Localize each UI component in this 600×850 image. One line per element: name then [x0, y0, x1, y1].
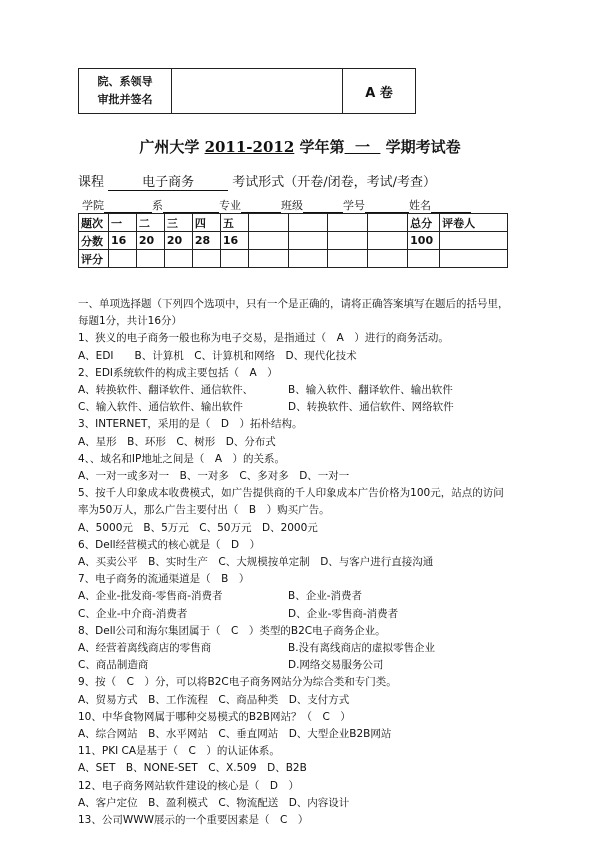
answer-option: D.网络交易服务公司 [288, 659, 384, 672]
score-cell: 四 [192, 214, 220, 232]
option-row [78, 606, 548, 623]
score-cell [440, 232, 508, 250]
score-cell [248, 214, 288, 232]
score-cell: 20 [136, 232, 164, 250]
major-field[interactable] [241, 200, 281, 213]
score-cell: 评分 [79, 250, 109, 268]
option-row [78, 588, 548, 605]
score-cell[interactable] [164, 250, 192, 268]
score-cell: 五 [220, 214, 248, 232]
questions-section [78, 296, 548, 829]
score-cell [288, 232, 328, 250]
approval-label-line1: 院、系领导 [97, 75, 153, 88]
score-cell [328, 232, 368, 250]
score-cell: 20 [164, 232, 192, 250]
signature-field[interactable] [172, 69, 343, 114]
score-cell[interactable] [136, 250, 164, 268]
question-stem: 11、PKI CA是基于（ C ）的认证体系。 [78, 745, 280, 758]
class-label: 班级 [281, 199, 303, 212]
title-term: 一 [344, 138, 381, 156]
title-middle: 学年第 [294, 138, 345, 156]
course-name: 电子商务 [108, 171, 228, 191]
major-label: 专业 [219, 199, 241, 212]
dept-field[interactable] [163, 200, 219, 213]
score-cell [368, 232, 408, 250]
dept-label: 系 [152, 199, 163, 212]
score-cell[interactable] [288, 250, 328, 268]
option-row: A、一对一或多对一 B、一对多 C、多对多 D、一对一 [78, 470, 350, 483]
student-id-field[interactable] [365, 200, 409, 213]
score-cell: 100 [408, 232, 440, 250]
course-label: 课程 [78, 175, 105, 190]
name-field[interactable] [431, 200, 471, 213]
option-row: A、买卖公平 B、实时生产 C、大规模按单定制 D、与客户进行直接沟通 [78, 556, 434, 569]
section-header-line1: 一、单项选择题（下列四个选项中，只有一个是正确的，请将正确答案填写在题后的括号里， [78, 298, 509, 310]
score-cell: 评卷人 [440, 214, 508, 232]
score-table-row [79, 250, 508, 268]
option-row: A、EDI B、计算机 C、计算机和网络 D、现代化技术 [78, 349, 357, 362]
answer-option: A、企业-批发商-零售商-消费者 [78, 590, 223, 603]
course-line [78, 171, 436, 191]
score-cell[interactable] [328, 250, 368, 268]
approval-signature-box [78, 68, 416, 114]
question-stem: 10、中华食物网属于哪种交易模式的B2B网站？（ C ） [78, 710, 351, 723]
section-header-line2: 每题1分，共计16分） [78, 315, 183, 328]
question-stem: 3、INTERNET，采用的是（ D ）拓朴结构。 [78, 418, 303, 431]
score-cell [328, 214, 368, 232]
exam-form: 考试形式（开卷/闭卷，考试/考查） [232, 175, 437, 190]
question-stem: 8、Dell公司和海尔集团属于（ C ）类型的B2C电子商务企业。 [78, 624, 386, 637]
option-row: A、5000元 B、5万元 C、50万元 D、2000元 [78, 521, 318, 534]
option-row [78, 657, 548, 674]
score-cell: 16 [220, 232, 248, 250]
score-cell: 分数 [79, 232, 109, 250]
option-row: A、星形 B、环形 C、树形 D、分布式 [78, 435, 276, 448]
answer-option: D、企业-零售商-消费者 [288, 607, 399, 620]
answer-option: D、转换软件、通信软件、网络软件 [288, 401, 454, 414]
question-stem: 12、电子商务网站软件建设的核心是（ D ） [78, 779, 299, 792]
option-row [78, 382, 548, 399]
student-id-label: 学号 [343, 199, 365, 212]
answer-option: A、转换软件、翻译软件、通信软件、 [78, 384, 254, 397]
option-row [78, 399, 548, 416]
answer-option: C、商品制造商 [78, 659, 149, 672]
score-cell: 28 [192, 232, 220, 250]
question-stem: 9、按（ C ）分，可以将B2C电子商务网站分为综合类和专门类。 [78, 676, 397, 689]
answer-option: A、经营着离线商店的零售商 [78, 642, 212, 655]
question-stem: 7、电子商务的流通渠道是（ B ） [78, 573, 250, 586]
answer-option: B.没有离线商店的虚拟零售企业 [288, 642, 436, 655]
option-row: A、SET B、NONE-SET C、X.509 D、B2B [78, 762, 307, 775]
score-cell: 16 [108, 232, 136, 250]
score-cell: 题次 [79, 214, 109, 232]
exam-title [0, 136, 600, 157]
answer-option: B、企业-消费者 [288, 590, 362, 603]
answer-option: B、输入软件、翻译软件、输出软件 [288, 384, 453, 397]
approval-label [79, 69, 172, 114]
score-cell[interactable] [220, 250, 248, 268]
score-cell [248, 232, 288, 250]
score-cell[interactable] [248, 250, 288, 268]
question-stem: 2、EDI系统软件的构成主要包括（ A ） [78, 366, 278, 379]
college-label: 学院 [82, 199, 104, 212]
score-cell [368, 214, 408, 232]
title-suffix: 学期考试卷 [380, 138, 461, 156]
question-stem: 5、按千人印象成本收费模式，如广告提供商的千人印象成本广告价格为100元，站点的访问 [78, 487, 504, 500]
question-stem: 6、Dell经营模式的核心就是（ D ） [78, 538, 261, 551]
title-years: 2011-2012 [204, 138, 295, 156]
score-cell: 一 [108, 214, 136, 232]
score-cell: 三 [164, 214, 192, 232]
score-table-row [79, 232, 508, 250]
answer-option: C、企业-中介商-消费者 [78, 607, 188, 620]
question-stem: 1、狭义的电子商务一般也称为电子交易，是指通过（ A ）进行的商务活动。 [78, 332, 449, 345]
question-stem: 4、、域名和IP地址之间是（ A ）的关系。 [78, 452, 286, 465]
name-label: 姓名 [409, 199, 431, 212]
score-table [78, 213, 508, 268]
answer-option: C、输入软件、通信软件、输出软件 [78, 401, 243, 414]
score-cell: 总分 [408, 214, 440, 232]
score-table-body [79, 214, 508, 268]
score-cell[interactable] [192, 250, 220, 268]
title-prefix: 广州大学 [139, 138, 205, 156]
option-row: A、贸易方式 B、工作流程 C、商品种类 D、支付方式 [78, 693, 350, 706]
student-info-line [82, 197, 471, 213]
option-row: A、客户定位 B、盈利模式 C、物流配送 D、内容设计 [78, 796, 350, 809]
score-cell: 二 [136, 214, 164, 232]
score-cell[interactable] [440, 250, 508, 268]
college-field[interactable] [104, 200, 152, 213]
score-cell[interactable] [368, 250, 408, 268]
question-stem-continued: 率为50万人，那么广告主要付出（ B ）购买广告。 [78, 504, 330, 517]
question-stem: 13、公司WWW展示的一个重要因素是（ C ） [78, 814, 309, 827]
approval-label-line2: 审批并签名 [97, 93, 153, 106]
score-table-row [79, 214, 508, 232]
option-row [78, 640, 548, 657]
class-field[interactable] [303, 200, 343, 213]
option-row: A、综合网站 B、水平网站 C、垂直网站 D、大型企业B2B网站 [78, 728, 392, 741]
score-cell[interactable] [108, 250, 136, 268]
score-cell [288, 214, 328, 232]
paper-version: A 卷 [343, 69, 416, 114]
score-cell[interactable] [408, 250, 440, 268]
